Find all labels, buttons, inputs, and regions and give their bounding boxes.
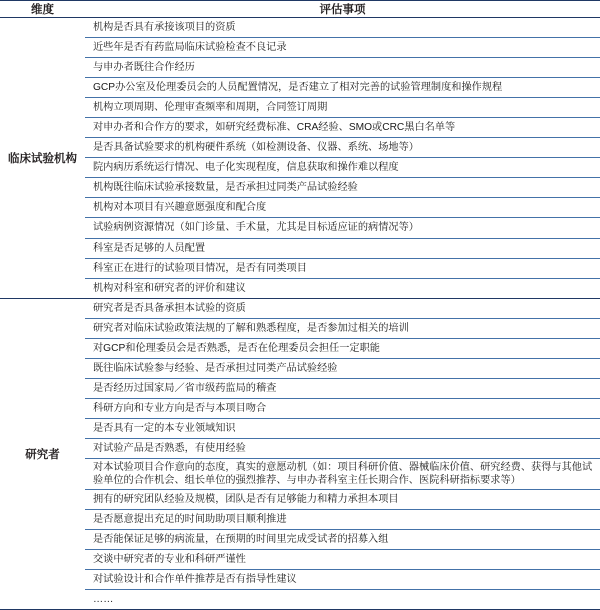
list-item: 对申办者和合作方的要求，如研究经费标准、CRA经验、SMO或CRC黑白名单等: [85, 118, 600, 138]
list-item: 研究者对临床试验政策法规的了解和熟悉程度，是否参加过相关的培训: [85, 319, 600, 339]
list-item: 是否具有一定的本专业领域知识: [85, 419, 600, 439]
list-item: 对GCP和伦理委员会是否熟悉，是否在伦理委员会担任一定职能: [85, 339, 600, 359]
list-item: 与申办者既往合作经历: [85, 58, 600, 78]
list-item: 是否经历过国家局／省市级药监局的稽查: [85, 379, 600, 399]
list-item: 院内病历系统运行情况、电子化实现程度，信息获取和操作难以程度: [85, 158, 600, 178]
list-item: 机构既往临床试验承接数量，是否承担过同类产品试验经验: [85, 178, 600, 198]
list-item: 对本试验项目合作意向的态度，真实的意愿动机（如：项目科研价值、器械临床价值、研究经费、获得与其他试验单位的合作机会、组长单位的强烈推荐、与申办者科室主任长期合作、医院科研指标要求等）: [85, 459, 600, 490]
list-item: GCP办公室及伦理委员会的人员配置情况，是否建立了相对完善的试验管理制度和操作规程: [85, 78, 600, 98]
table-header: [0, 1, 600, 18]
list-item: 交谈中研究者的专业和科研严谨性: [85, 550, 600, 570]
list-item: 是否愿意提出充足的时间助助项目顺利推进: [85, 510, 600, 530]
list-item: 拥有的研究团队经验及规模，团队是否有足够能力和精力承担本项目: [85, 490, 600, 510]
list-item: 科室是否足够的人员配置: [85, 239, 600, 259]
dimension-cell-investigator: 研究者: [25, 449, 60, 462]
list-item: 科室正在进行的试验项目情况，是否有同类项目: [85, 259, 600, 279]
list-item: 机构对本项目有兴趣意愿强度和配合度: [85, 198, 600, 218]
items-cell-clinical-trial-site: [85, 18, 600, 298]
column-header-items: 评估事项: [85, 1, 600, 18]
list-item: 既往临床试验参与经验、是否承担过同类产品试验经验: [85, 359, 600, 379]
list-item: 研究者是否具备承担本试验的资质: [85, 299, 600, 319]
list-item: 是否具备试验要求的机构硬件系统（如检测设备、仪器、系统、场地等）: [85, 138, 600, 158]
table-row: [0, 298, 600, 609]
table-row: [0, 18, 600, 298]
column-header-dimension: 维度: [0, 1, 85, 18]
list-item: 近些年是否有药监局临床试验检查不良记录: [85, 38, 600, 58]
items-cell-investigator: [85, 298, 600, 609]
list-item: 机构是否具有承接该项目的资质: [85, 18, 600, 38]
list-item: 科研方向和专业方向是否与本项目吻合: [85, 399, 600, 419]
list-item: 是否能保证足够的病流量，在预期的时间里完成受试者的招募入组: [85, 530, 600, 550]
list-item: 机构对科室和研究者的评价和建议: [93, 282, 246, 294]
list-item: ……: [93, 594, 114, 606]
table-body: [0, 18, 600, 610]
list-item: 对试验设计和合作单件推荐是否有指导性建议: [85, 570, 600, 590]
list-item: 机构立项周期、伦理审查频率和周期，合同签订周期: [85, 98, 600, 118]
list-item: 试验病例资源情况（如门诊量、手术量，尤其是目标适应证的病情况等）: [85, 218, 600, 238]
dimension-cell-clinical-trial-site: 临床试验机构: [8, 152, 77, 165]
list-item: 对试验产品是否熟悉，有使用经验: [85, 439, 600, 459]
